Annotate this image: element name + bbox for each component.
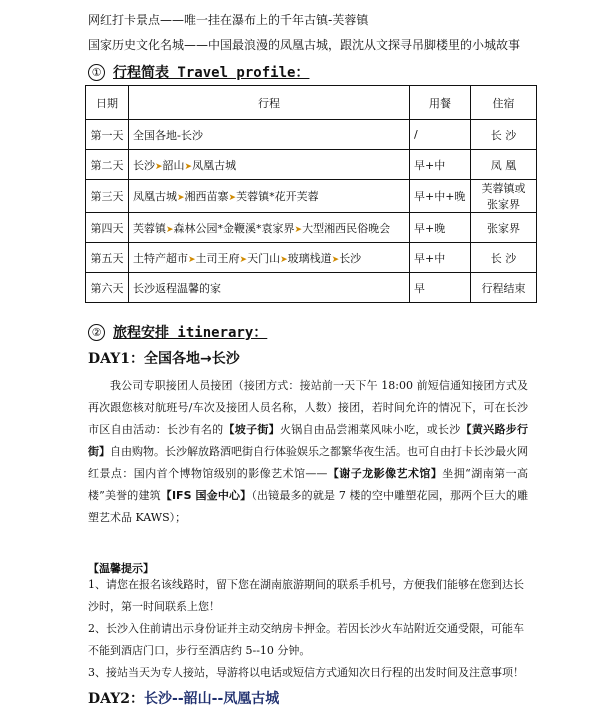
- day2-route: 长沙--韶山--凤凰古城: [144, 691, 280, 707]
- arrow-icon: ➤: [188, 254, 196, 265]
- stay-line: 行程结束: [481, 281, 526, 295]
- day1-heading: [88, 348, 240, 368]
- route-stop: 韶山: [162, 158, 185, 172]
- cell-stay: [471, 243, 537, 273]
- tip-item-1: 1、请您在报名该线路时，留下您在湖南旅游期间的联系手机号，方便我们能够在您到达长沙时，第一时间联系上您！: [88, 578, 524, 613]
- cell-meal: 早+晚: [410, 213, 471, 243]
- section-title: 行程简表 Travel profile：: [113, 65, 310, 81]
- header-line-1: 网红打卡景点——唯一挂在瀑布上的千年古镇-芙蓉镇: [88, 13, 369, 27]
- table-header-row: [86, 86, 537, 120]
- route-stop: 长沙: [339, 251, 362, 265]
- table-row: [86, 273, 537, 303]
- header-meal: 用餐: [410, 86, 471, 120]
- cell-meal: 早+中: [410, 243, 471, 273]
- section-1-heading: [88, 62, 309, 82]
- cell-route: [129, 150, 410, 180]
- route-stop: 芙蓉镇*花开芙蓉: [236, 190, 319, 203]
- highlight-pozi-street: 【坡子街】: [223, 423, 280, 436]
- header-stay: 住宿: [471, 86, 537, 120]
- highlight-huangxing-road: 【黄兴路步行街】: [88, 423, 529, 458]
- arrow-icon: ➤: [280, 254, 288, 265]
- stay-line: 长 沙: [490, 251, 517, 265]
- itinerary-table: [85, 85, 537, 303]
- cell-route: [129, 273, 410, 303]
- cell-day: 第四天: [86, 213, 129, 243]
- route-stop: 长沙: [133, 158, 155, 172]
- cell-day: 第六天: [86, 273, 129, 303]
- arrow-icon: ➤: [294, 224, 303, 235]
- cell-day: 第五天: [86, 243, 129, 273]
- cell-day: 第三天: [86, 180, 129, 213]
- table-row: [86, 180, 537, 213]
- table-row: [86, 243, 537, 273]
- table-row: [86, 213, 537, 243]
- cell-meal: /: [410, 120, 471, 150]
- day1-text-2: 火锅自由品尝湘菜风味小吃，或长沙: [279, 423, 461, 436]
- route-stop: 凤凰古城: [192, 158, 237, 172]
- arrow-icon: ➤: [239, 254, 248, 265]
- stay-line: 凤 凰: [490, 158, 517, 172]
- route-stop: 森林公园*金鞭溪*袁家界: [173, 221, 295, 235]
- tip-item-2: 2、长沙入住前请出示身份证并主动交纳房卡押金。若因长沙火车站附近交通受限，可能车不能到酒店门口，步行至酒店约 5--10 分钟。: [88, 622, 524, 657]
- cell-route: [129, 120, 410, 150]
- stay-line: 芙蓉镇或: [481, 182, 526, 195]
- route-stop: 土特产超市: [133, 251, 188, 265]
- cell-route: [129, 243, 410, 273]
- day1-text-4: 坐拥“湖南第一高楼”美誉的建筑: [88, 467, 529, 502]
- cell-stay: [471, 150, 537, 180]
- table-row: [86, 150, 537, 180]
- route-stop: 天门山: [247, 251, 281, 265]
- section-number: ②: [88, 324, 105, 341]
- highlight-ifs: 【IFS 国金中心】: [160, 489, 252, 502]
- cell-route: [129, 213, 410, 243]
- cell-stay: [471, 120, 537, 150]
- day1-text-3: 自由购物。长沙解放路酒吧街自行体验娱乐之都繁华夜生活。也可自由打卡长沙最火网红景点：国内首个博物馆级别的影像艺术馆——: [88, 445, 528, 480]
- route-stop: 长沙返程温馨的家: [133, 281, 221, 295]
- cell-route: [129, 180, 410, 213]
- day1-text-5: （出镜最多的就是 7 楼的空中雕塑花园，那两个巨大的雕塑艺术品 KAWS）；: [88, 489, 528, 524]
- cell-day: 第二天: [86, 150, 129, 180]
- tips-title: 【温馨提示】: [88, 562, 154, 575]
- cell-meal: 早+中: [410, 150, 471, 180]
- day1-label: DAY1：: [88, 351, 145, 367]
- route-stop: 全国各地-长沙: [133, 128, 203, 142]
- arrow-icon: ➤: [184, 161, 193, 172]
- section-title: 旅程安排 itinerary：: [113, 325, 268, 341]
- header-route: 行程: [129, 86, 410, 120]
- day1-route: 全国各地→长沙: [144, 351, 240, 367]
- day2-label: DAY2：: [88, 691, 145, 707]
- route-stop: 芙蓉镇: [133, 221, 166, 235]
- route-stop: 大型湘西民俗晚会: [302, 221, 391, 235]
- route-stop: 湘西苗寨: [184, 190, 229, 203]
- header-line-2: 国家历史文化名城——中国最浪漫的凤凰古城，跟沈从文探寻吊脚楼里的小城故事: [88, 38, 521, 52]
- route-stop: 玻璃栈道: [287, 251, 332, 265]
- cell-meal: 早+中+晚: [410, 180, 471, 213]
- cell-day: 第一天: [86, 120, 129, 150]
- day1-text-1: 我公司专职接团人员接团（接团方式：接站前一天下午 18:00 前短信通知接团方式及再次跟您核对航班号/车次及接团人员名称，人数）接团，若时间允许的情况下，可在长沙市区自由活动：长沙有名的: [88, 379, 528, 436]
- arrow-icon: ➤: [155, 161, 163, 172]
- arrow-icon: ➤: [166, 224, 174, 235]
- cell-stay: [471, 180, 537, 213]
- highlight-xie-zilong-museum: 【谢子龙影像艺术馆】: [327, 467, 443, 480]
- header-day: 日期: [86, 86, 129, 120]
- day2-heading: [88, 688, 279, 708]
- route-stop: 土司王府: [195, 251, 240, 265]
- stay-line: 长 沙: [490, 128, 517, 142]
- arrow-icon: ➤: [177, 193, 185, 203]
- section-2-heading: [88, 322, 267, 342]
- arrow-icon: ➤: [228, 193, 237, 203]
- tip-item-3: 3、接站当天为专人接站，导游将以电话或短信方式通知次日行程的出发时间及注意事项！: [88, 666, 524, 679]
- stay-line: 张家界: [487, 221, 520, 235]
- route-stop: 凤凰古城: [133, 190, 177, 203]
- cell-stay: [471, 273, 537, 303]
- stay-line: 张家界: [487, 198, 520, 211]
- table-row: [86, 120, 537, 150]
- day1-paragraph: [88, 375, 528, 529]
- arrow-icon: ➤: [331, 254, 340, 265]
- cell-meal: 早: [410, 273, 471, 303]
- section-number: ①: [88, 64, 105, 81]
- cell-stay: [471, 213, 537, 243]
